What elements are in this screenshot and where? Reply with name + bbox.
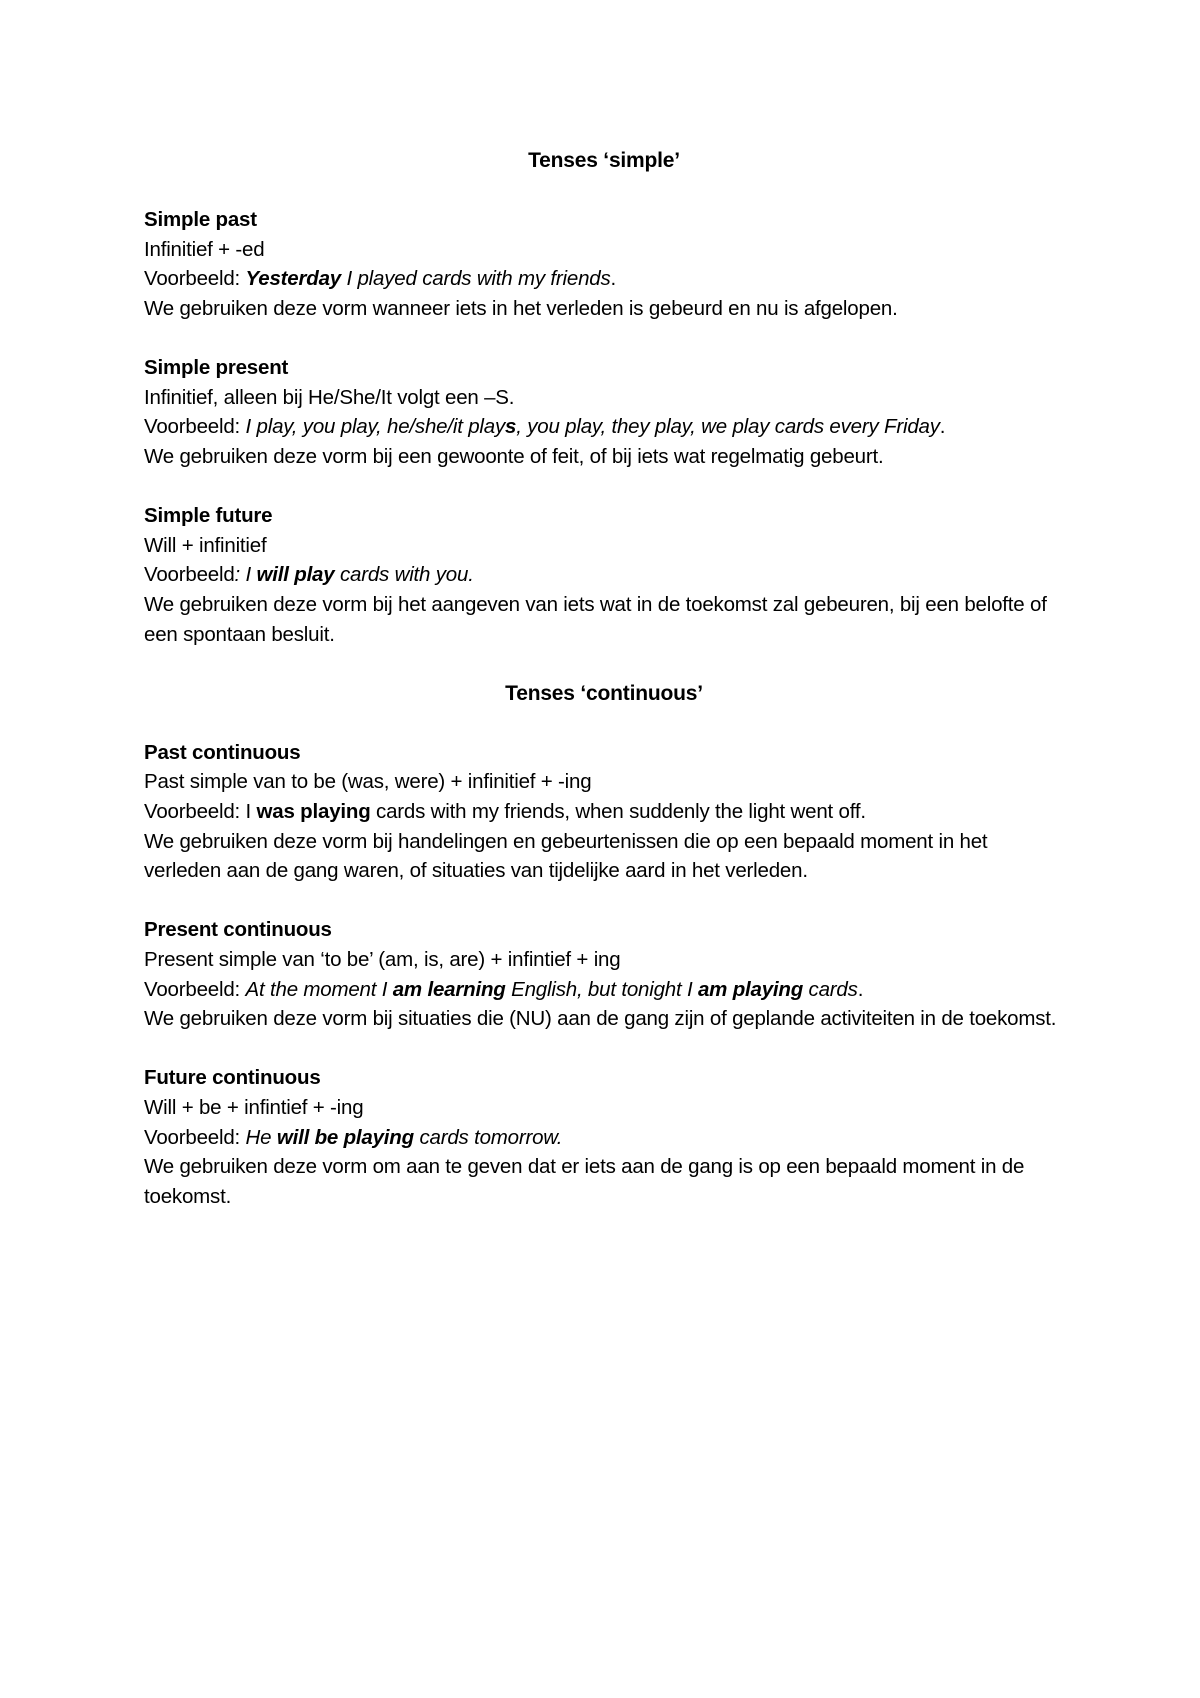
example-run: I bbox=[245, 800, 257, 824]
description-text: We gebruiken deze vorm bij een gewoonte of feit, of bij iets wat regelmatig gebeurt. bbox=[144, 444, 884, 468]
rule-text: Past simple van to be (was, were) + infinitief + -ing bbox=[144, 770, 592, 794]
description-text: We gebruiken deze vorm wanneer iets in het verleden is gebeurd en nu is afgelopen. bbox=[144, 296, 898, 320]
example-line bbox=[144, 412, 1064, 442]
document-content bbox=[144, 146, 1064, 1211]
example-line bbox=[144, 797, 1064, 827]
description-text: We gebruiken deze vorm bij het aangeven van iets wat in de toekomst zal gebeuren, bij een belofte of een spontaan besluit. bbox=[144, 592, 1047, 646]
example-run: played bbox=[357, 267, 417, 291]
section-title: Simple future bbox=[144, 504, 273, 528]
section-title: Present continuous bbox=[144, 918, 332, 942]
example-run: will be playing bbox=[276, 1125, 414, 1149]
example-run: Yesterday bbox=[245, 267, 341, 291]
example-run: English, but tonight I bbox=[505, 977, 698, 1001]
example-run: . bbox=[610, 267, 617, 291]
example-label: Voorbeeld: bbox=[144, 1125, 246, 1149]
example-label: Voorbeeld: bbox=[144, 267, 246, 291]
example-label: Voorbeeld: bbox=[144, 800, 246, 824]
example-line bbox=[144, 560, 1064, 590]
section-past-continuous bbox=[144, 738, 1064, 886]
example-line bbox=[144, 975, 1064, 1005]
description-text: We gebruiken deze vorm om aan te geven dat er iets aan de gang is op een bepaald moment in de toekomst. bbox=[144, 1155, 1025, 1208]
description-text: We gebruiken deze vorm bij handelingen en gebeurtenissen die op een bepaald moment in het verleden aan de gang waren, of situaties van tijdelijke aard in het verleden. bbox=[144, 829, 988, 883]
section-present-continuous bbox=[144, 915, 1064, 1033]
example-run: I bbox=[340, 267, 358, 291]
section-simple-future bbox=[144, 501, 1064, 649]
example-run: cards with you. bbox=[334, 563, 474, 587]
example-text bbox=[246, 978, 864, 1001]
rule-text: Will + be + infintief + -ing bbox=[144, 1096, 364, 1119]
example-run: am learning bbox=[392, 977, 506, 1001]
example-run: am playing bbox=[697, 977, 804, 1001]
example-run: cards bbox=[803, 977, 858, 1001]
example-run: . bbox=[939, 415, 946, 439]
example-run: cards tomorrow. bbox=[413, 1125, 563, 1149]
example-text bbox=[235, 563, 474, 586]
rule-text: Present simple van ‘to be’ (am, is, are) + infintief + ing bbox=[144, 948, 621, 972]
rule-text: Infinitief + -ed bbox=[144, 237, 265, 261]
section-future-continuous bbox=[144, 1063, 1064, 1211]
example-label: Voorbeeld: bbox=[144, 415, 246, 439]
section-title: Past continuous bbox=[144, 740, 301, 764]
section-title: Simple present bbox=[144, 356, 289, 380]
example-label: Voorbeeld: bbox=[144, 977, 246, 1001]
example-run: s bbox=[505, 415, 517, 439]
rule-text: Will + infinitief bbox=[144, 533, 267, 557]
example-run: cards with my friends bbox=[416, 267, 611, 291]
example-run: will play bbox=[256, 563, 335, 587]
section-simple-present bbox=[144, 353, 1064, 471]
description-text: We gebruiken deze vorm bij situaties die (NU) aan de gang zijn of geplande activiteiten in de toekomst. bbox=[144, 1007, 1057, 1031]
example-text bbox=[246, 1126, 563, 1149]
example-run: He bbox=[245, 1125, 277, 1149]
section-title: Future continuous bbox=[144, 1066, 321, 1090]
heading-tenses-continuous: Tenses ‘continuous’ bbox=[505, 681, 703, 705]
section-simple-past bbox=[144, 205, 1064, 323]
rule-text: Infinitief, alleen bij He/She/It volgt een –S. bbox=[144, 385, 515, 409]
example-run: . bbox=[857, 977, 864, 1001]
example-run: : I bbox=[234, 563, 257, 587]
example-run: , you play, they play, we play cards every Friday bbox=[516, 415, 940, 439]
example-line bbox=[144, 1123, 1064, 1153]
example-label: Voorbeeld bbox=[144, 563, 235, 587]
example-line bbox=[144, 264, 1064, 294]
example-run: was playing bbox=[256, 800, 371, 824]
heading-tenses-simple: Tenses ‘simple’ bbox=[528, 149, 680, 172]
example-text bbox=[246, 800, 866, 823]
section-title: Simple past bbox=[144, 208, 257, 232]
example-run: cards with my friends, when suddenly the light went off. bbox=[370, 800, 866, 824]
example-text bbox=[246, 415, 946, 438]
example-run: I play, you play, he/she/it play bbox=[245, 415, 506, 439]
example-text bbox=[246, 267, 617, 290]
example-run: At the moment I bbox=[245, 977, 393, 1001]
